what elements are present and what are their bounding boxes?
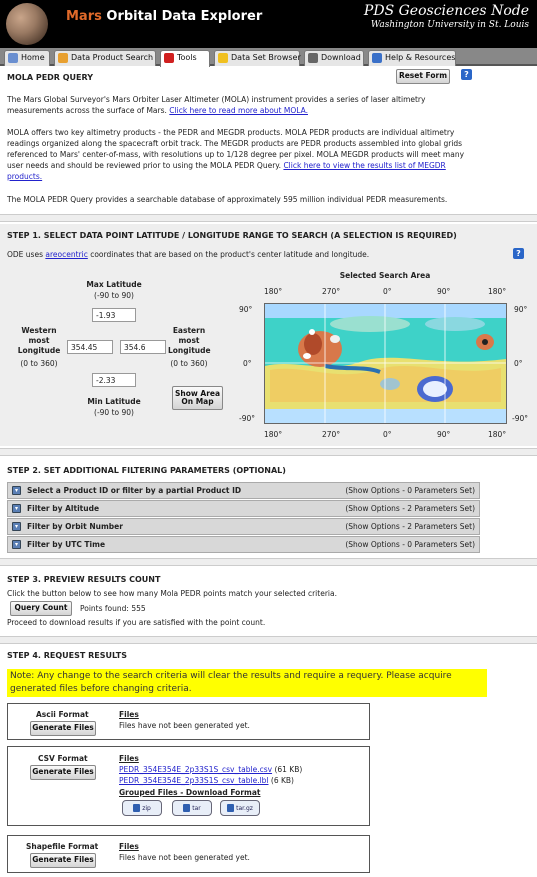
folder-icon	[218, 53, 228, 63]
csv-file-row: PEDR_354E354E_2p33S1S_csv_table.csv (61 KB)	[119, 765, 303, 774]
app-header	[0, 0, 537, 48]
shapefile-format-label: Shapefile Format	[26, 842, 99, 851]
query-count-button[interactable]: Query Count	[10, 601, 72, 616]
lat-tick-right-2: -90°	[512, 414, 528, 423]
lon-tick-bottom-4: 180°	[488, 430, 507, 439]
files-heading: Files	[119, 842, 139, 851]
map-title: Selected Search Area	[339, 271, 431, 280]
lat-tick-right-1: 0°	[514, 359, 523, 368]
ode-note: ODE uses areocentric coordinates that are based on the product's center latitude and longitude.	[7, 250, 370, 259]
step3-instruction: Click the button below to see how many Mola PEDR points match your selected criteria.	[7, 589, 337, 598]
max-latitude-range: (-90 to 90)	[94, 291, 134, 300]
file-icon	[133, 804, 140, 812]
lon-tick-top-3: 90°	[437, 287, 451, 296]
download-tar-button[interactable]: tar	[172, 800, 212, 816]
lon-tick-top-2: 0°	[383, 287, 392, 296]
step3-title: STEP 3. PREVIEW RESULTS COUNT	[7, 575, 161, 584]
step2-title: STEP 2. SET ADDITIONAL FILTERING PARAMETERS (OPTIONAL)	[7, 466, 286, 475]
download-icon	[308, 53, 318, 63]
tab-tools[interactable]: Tools	[160, 50, 210, 67]
western-longitude-label: Western most Longitude	[17, 326, 61, 355]
generate-shapefile-files-button[interactable]: Generate Files	[30, 853, 96, 868]
tab-download[interactable]: Download	[304, 50, 364, 66]
chevron-down-icon: ▾	[12, 540, 21, 549]
ascii-status: Files have not been generated yet.	[119, 721, 250, 730]
search-icon	[58, 53, 68, 63]
tab-home[interactable]: Home	[4, 50, 50, 66]
filter-altitude[interactable]: ▾ Filter by Altitude (Show Options - 2 Parameters Set)	[7, 500, 480, 517]
tab-data-set-browser[interactable]: Data Set Browser	[214, 50, 300, 66]
filter-product-id[interactable]: ▾ Select a Product ID or filter by a partial Product ID (Show Options - 0 Parameters Set)	[7, 482, 480, 499]
points-found: Points found: 555	[80, 604, 146, 613]
mars-planet-logo	[6, 3, 48, 45]
step3-proceed: Proceed to download results if you are satisfied with the point count.	[7, 618, 266, 627]
lat-tick-left-0: 90°	[239, 305, 253, 314]
western-longitude-range: (0 to 360)	[20, 359, 58, 368]
intro-paragraph: The Mars Global Surveyor's Mars Orbiter Laser Altimeter (MOLA) instrument provides a series of laser altimetry measurements across the surface of Mars. Click here to read more about MOLA.	[7, 95, 426, 115]
min-latitude-range: (-90 to 90)	[94, 408, 134, 417]
files-heading: Files	[119, 710, 139, 719]
min-latitude-label: Min Latitude	[87, 397, 141, 406]
tab-data-product-search[interactable]: Data Product Search	[54, 50, 156, 66]
lon-tick-bottom-0: 180°	[264, 430, 283, 439]
download-targz-button[interactable]: tar.gz	[220, 800, 260, 816]
file-icon	[183, 804, 190, 812]
file-icon	[227, 804, 234, 812]
show-options-link[interactable]: (Show Options - 0 Parameters Set)	[345, 486, 475, 495]
filter-utc-time[interactable]: ▾ Filter by UTC Time (Show Options - 0 Parameters Set)	[7, 536, 480, 553]
max-latitude-label: Max Latitude	[86, 280, 142, 289]
grouped-files-heading: Grouped Files - Download Format	[119, 788, 261, 797]
help-icon	[372, 53, 382, 63]
tools-icon	[164, 53, 174, 63]
step4-title: STEP 4. REQUEST RESULTS	[7, 651, 127, 660]
western-longitude-input[interactable]: 354.45	[67, 340, 113, 354]
section-divider	[0, 636, 537, 644]
csv-format-box	[7, 746, 370, 826]
generate-csv-files-button[interactable]: Generate Files	[30, 765, 96, 780]
lon-tick-bottom-2: 0°	[383, 430, 392, 439]
megdr-results-link[interactable]: Click here to view the results list of MEGDR products.	[7, 161, 446, 181]
eastern-longitude-input[interactable]: 354.6	[120, 340, 166, 354]
reset-form-button[interactable]: Reset Form	[396, 69, 450, 84]
help-icon[interactable]: ?	[513, 248, 524, 259]
filter-orbit-number[interactable]: ▾ Filter by Orbit Number (Show Options - 2 Parameters Set)	[7, 518, 480, 535]
eastern-longitude-label: Eastern most Longitude	[168, 326, 211, 355]
generate-ascii-files-button[interactable]: Generate Files	[30, 721, 96, 736]
ascii-format-label: Ascii Format	[36, 710, 89, 719]
areocentric-link[interactable]: areocentric	[45, 250, 88, 259]
eastern-longitude-range: (0 to 360)	[170, 359, 208, 368]
chevron-down-icon: ▾	[12, 522, 21, 531]
lbl-table-link[interactable]: PEDR_354E354E_2p33S1S_csv_table.lbl	[119, 776, 269, 785]
section-divider	[0, 558, 537, 566]
csv-format-label: CSV Format	[38, 754, 88, 763]
lat-tick-right-0: 90°	[514, 305, 528, 314]
shapefile-format-box	[7, 835, 370, 873]
lon-tick-top-0: 180°	[264, 287, 283, 296]
csv-table-link[interactable]: PEDR_354E354E_2p33S1S_csv_table.csv	[119, 765, 273, 774]
download-zip-button[interactable]: zip	[122, 800, 162, 816]
app-title[interactable]: Mars Orbital Data Explorer	[66, 9, 263, 24]
show-options-link[interactable]: (Show Options - 2 Parameters Set)	[345, 522, 475, 531]
lat-tick-left-1: 0°	[243, 359, 252, 368]
read-more-mola-link[interactable]: Click here to read more about MOLA.	[169, 106, 308, 115]
nav-bar	[0, 48, 537, 66]
database-paragraph: The MOLA PEDR Query provides a searchable database of approximately 595 million individual PEDR measurements.	[7, 195, 448, 204]
section-divider	[0, 448, 537, 456]
ascii-format-box	[7, 703, 370, 740]
home-icon	[8, 53, 18, 63]
chevron-down-icon: ▾	[12, 486, 21, 495]
section-divider	[0, 214, 537, 222]
show-options-link[interactable]: (Show Options - 0 Parameters Set)	[345, 540, 475, 549]
lon-tick-top-4: 180°	[488, 287, 507, 296]
min-latitude-input[interactable]: -2.33	[92, 373, 136, 387]
max-latitude-input[interactable]: -1.93	[92, 308, 136, 322]
show-options-link[interactable]: (Show Options - 2 Parameters Set)	[345, 504, 475, 513]
files-heading: Files	[119, 754, 139, 763]
lat-tick-left-2: -90°	[239, 414, 255, 423]
requery-note: Note: Any change to the search criteria will clear the results and require a requery. Please acquire generated files before changing criteria.	[7, 669, 487, 697]
lon-tick-top-1: 270°	[322, 287, 341, 296]
pds-node-title[interactable]: PDS Geosciences Node Washington University in St. Louis	[363, 3, 529, 30]
lbl-file-row: PEDR_354E354E_2p33S1S_csv_table.lbl (6 KB)	[119, 776, 294, 785]
mars-elevation-map[interactable]	[264, 303, 507, 424]
lon-tick-bottom-3: 90°	[437, 430, 451, 439]
tab-help-resources[interactable]: Help & Resources	[368, 50, 456, 66]
products-paragraph: MOLA offers two key altimetry products - the PEDR and MEGDR products. MOLA PEDR products are individual altimetry readings organized along the spacecraft orbit track. The MEGDR products are PEDR products assembled into global grids referenced to Mars' center-of-mass, with resolutions up to 1/128 degree per pixel. MOLA MEGDR products will meet many user needs and should be reviewed prior to using the MOLA PEDR Query. Click here to view the results list of MEGDR products.	[7, 128, 465, 181]
chevron-down-icon: ▾	[12, 504, 21, 513]
shapefile-status: Files have not been generated yet.	[119, 853, 250, 862]
step1-title: STEP 1. SELECT DATA POINT LATITUDE / LONGITUDE RANGE TO SEARCH (A SELECTION IS REQUIRED)	[7, 231, 457, 240]
page-title: MOLA PEDR QUERY	[7, 73, 94, 82]
mars-elevation-map-image	[265, 304, 506, 423]
help-icon[interactable]: ?	[461, 69, 472, 80]
lon-tick-bottom-1: 270°	[322, 430, 341, 439]
show-area-on-map-button[interactable]: Show Area On Map	[172, 386, 223, 410]
